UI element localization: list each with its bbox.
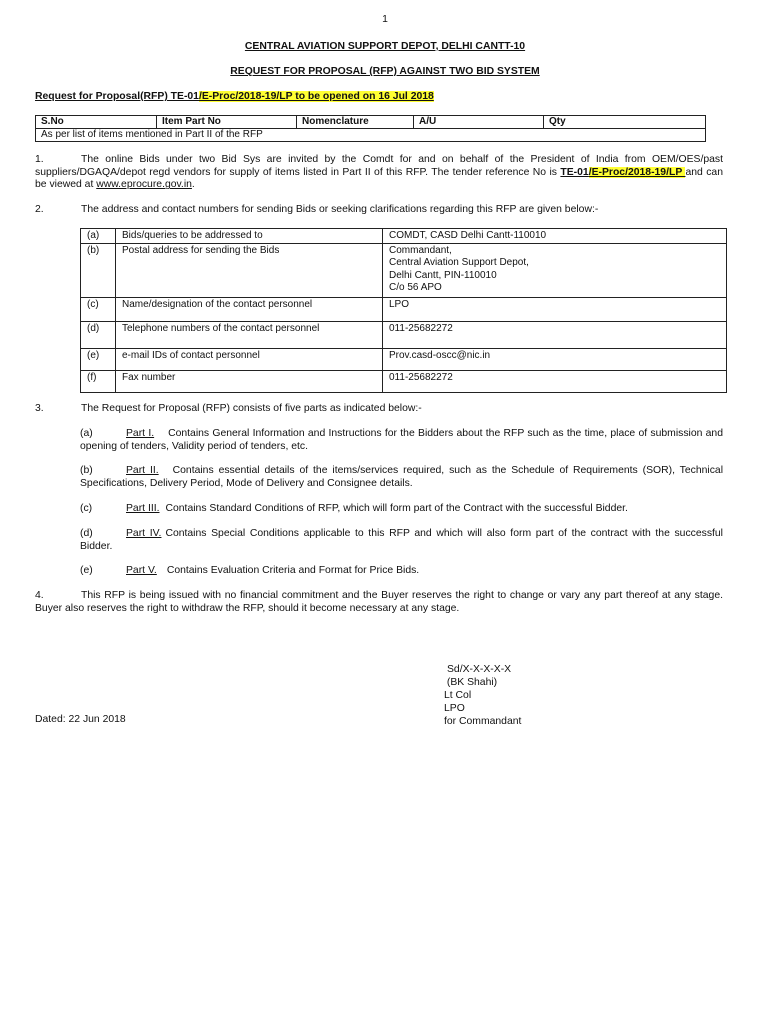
address-line: C/o 56 APO [389,281,442,293]
para-4-num: 4. [35,590,44,601]
contact-table [80,228,727,393]
rfp-reference-line [35,91,434,104]
part-name: Part IV. [126,528,162,539]
signatory-name: (BK Shahi) [444,677,498,688]
eprocure-link[interactable]: www.eprocure.gov.in [96,179,192,191]
rfp-opening-date: /E-Proc/2018-19/LP to be opened on 16 Jul 2018 [198,91,434,102]
col-nomenclature: Nomenclature [297,116,414,129]
row-key: (a) [81,229,116,244]
table-row [36,129,706,142]
table-row [81,371,727,393]
table-row [81,244,727,298]
dated-line: Dated: 22 Jun 2018 [35,714,126,725]
telephone-value: 011-25682272 [383,322,727,349]
signature-line: Sd/X-X-X-X-X [447,664,512,675]
part-d [80,528,723,553]
row-key: (f) [81,371,116,393]
page-number: 1 [382,14,388,25]
row-label: Fax number [116,371,383,393]
org-heading: CENTRAL AVIATION SUPPORT DEPOT, DELHI CANTT-10 [244,41,526,52]
part-name: Part III. [126,503,160,514]
row-key: (e) [81,349,116,371]
table-row [81,298,727,322]
part-name: Part V. [126,565,157,576]
rfp-heading: REQUEST FOR PROPOSAL (RFP) AGAINST TWO BID SYSTEM [230,66,540,77]
items-table [35,115,706,142]
row-key: (c) [81,298,116,322]
part-key: (e) [80,565,93,576]
col-qty: Qty [544,116,706,129]
address-line: Delhi Cantt, PIN-110010 [389,269,497,281]
row-value: COMDT, CASD Delhi Cantt-110010 [383,229,727,244]
part-key: (b) [80,465,93,476]
row-value: LPO [383,298,727,322]
para-1-text-a: The online Bids under two Bid Sys are invited by the Comdt for and on behalf of the President of India from OEM/OES/past suppliers/DGAQA/depot regd vendors for supply of items listed in Part II of this RFP. The tender reference No is [35,154,723,178]
fax-value: 011-25682272 [383,371,727,393]
para-4-text: This RFP is being issued with no financial commitment and the Buyer reserves the right to change or vary any part thereof at any stage. Buyer also reserves the right to withdraw the RFP, should it become necessary at any stage. [35,590,723,614]
row-label: Postal address for sending the Bids [116,244,383,298]
row-label: Telephone numbers of the contact personnel [116,322,383,349]
col-item-part-no: Item Part No [157,116,297,129]
para-1-text-b: and can be viewed at [35,166,723,191]
para-3-num: 3. [35,403,44,414]
row-key: (b) [81,244,116,298]
part-c [80,503,723,516]
para-3-text: The Request for Proposal (RFP) consists of five parts as indicated below:- [81,403,422,414]
para-2 [35,204,723,217]
row-label: Bids/queries to be addressed to [116,229,383,244]
part-text: Contains essential details of the items/services required, such as the Schedule of Requirements (SOR), Technical Specifications, Delivery Period, Mode of Delivery and Consignee details. [80,465,723,489]
part-name: Part II. [126,465,159,476]
part-key: (d) [80,528,93,539]
part-text: Contains Standard Conditions of RFP, which will form part of the Contract with the successful Bidder. [165,503,628,514]
items-note: As per list of items mentioned in Part II of the RFP [36,129,706,142]
para-3 [35,403,723,416]
para-1 [35,154,723,192]
part-text: Contains General Information and Instructions for the Bidders about the RFP such as the time, place of submission and opening of tenders, Validity period of tenders, etc. [80,428,723,452]
para-1-text-c: . [191,179,195,191]
col-sno: S.No [36,116,157,129]
para-2-text: The address and contact numbers for sending Bids or seeking clarifications regarding this RFP are given below:- [81,204,599,215]
address-line: Central Aviation Support Depot, [389,257,529,269]
signatory-appointment: LPO [444,703,465,714]
row-label: e-mail IDs of contact personnel [116,349,383,371]
part-b [80,465,723,490]
tender-ref-highlight: /E-Proc/2018-19/LP [588,166,686,178]
para-4 [35,590,723,615]
email-value: Prov.casd-oscc@nic.in [383,349,727,371]
signature-block [444,664,521,729]
part-key: (a) [80,428,93,439]
row-key: (d) [81,322,116,349]
signatory-on-behalf: for Commandant [444,716,522,727]
row-label: Name/designation of the contact personnel [116,298,383,322]
para-2-num: 2. [35,204,44,215]
table-row [81,322,727,349]
items-table-header [36,116,706,129]
table-row [81,349,727,371]
para-1-num: 1. [35,154,44,165]
postal-address [383,244,727,298]
part-key: (c) [80,503,93,514]
part-name: Part I. [126,428,155,439]
address-line: Commandant, [389,245,452,257]
rfp-prefix: Request for Proposal(RFP) TE-01 [35,91,199,102]
part-text: Contains Special Conditions applicable to this RFP and which will also form part of the contract with the successful Bidder. [80,528,723,552]
part-text: Contains Evaluation Criteria and Format for Price Bids. [166,565,420,576]
table-row [81,229,727,244]
part-a [80,428,723,453]
col-au: A/U [414,116,544,129]
signatory-rank: Lt Col [444,690,472,701]
part-e [80,565,723,578]
tender-ref-plain: TE-01 [560,166,589,178]
